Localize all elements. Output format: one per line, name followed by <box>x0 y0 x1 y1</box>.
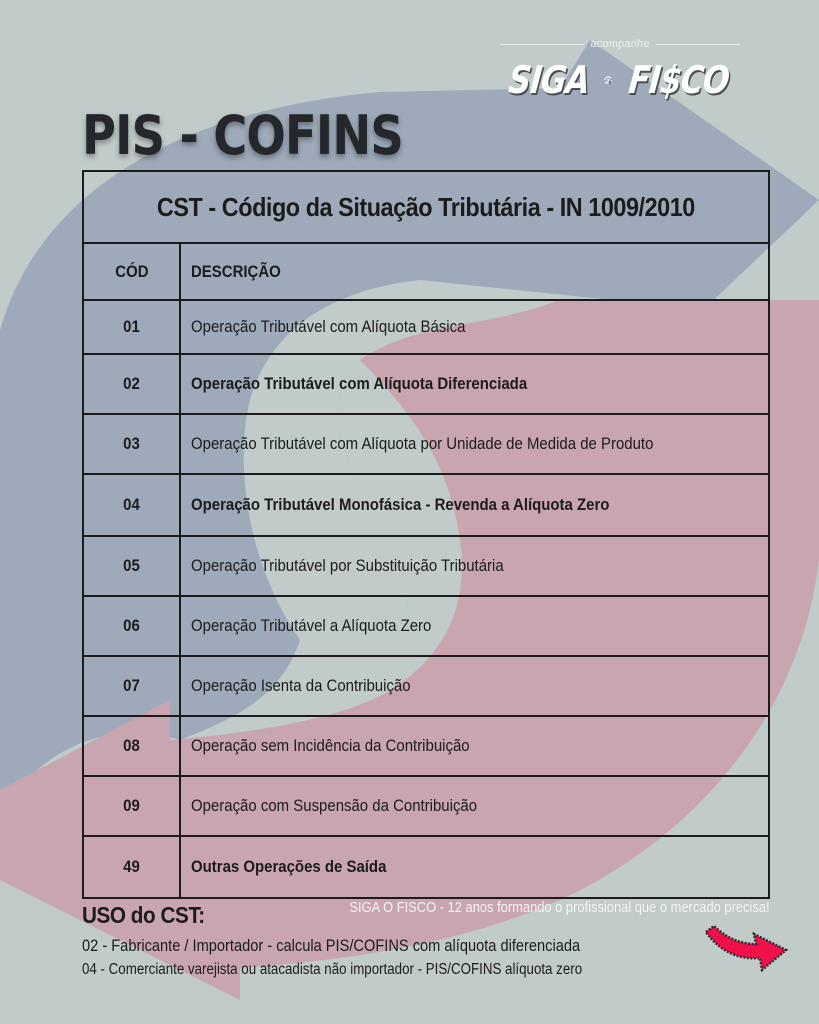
page-title: PIS - COFINS <box>82 104 403 167</box>
table-row <box>84 837 768 897</box>
table-row <box>84 475 768 537</box>
table-row <box>84 355 768 415</box>
row-code: 04 <box>84 475 181 535</box>
row-description: Operação com Suspensão da Contribuição <box>191 796 478 815</box>
row-description: Outras Operações de Saída <box>191 857 387 876</box>
cst-table <box>82 170 770 899</box>
table-row <box>84 717 768 777</box>
row-code: 49 <box>84 837 181 897</box>
logo-tagline-row <box>500 38 740 50</box>
row-code: 09 <box>84 777 181 835</box>
row-description: Operação sem Incidência da Contribuição <box>191 736 470 755</box>
row-code: 02 <box>84 355 181 413</box>
row-description: Operação Tributável com Alíquota Diferenciada <box>191 374 528 393</box>
row-description: Operação Tributável com Alíquota por Unidade de Medida de Produto <box>191 434 654 453</box>
table-row <box>84 301 768 355</box>
table-caption: CST - Código da Situação Tributária - IN 1009/2010 <box>84 172 768 244</box>
column-header-code: CÓD <box>84 244 181 299</box>
table-row <box>84 597 768 657</box>
row-code: 06 <box>84 597 181 655</box>
table-row <box>84 415 768 475</box>
row-description: Operação Tributável Monofásica - Revenda a Alíquota Zero <box>191 495 610 514</box>
uso-line: 02 - Fabricante / Importador - calcula PIS/COFINS com alíquota diferenciada <box>82 936 581 955</box>
siga-fisco-logo <box>500 38 740 102</box>
divider <box>500 44 584 45</box>
slogan: SIGA O FISCO - 12 anos formando o profissional que o mercado precisa! <box>349 899 770 916</box>
row-code: 08 <box>84 717 181 775</box>
uso-list <box>82 934 664 982</box>
uso-title: USO do CST: <box>82 902 205 928</box>
row-description: Operação Tributável por Substituição Tributária <box>191 556 504 575</box>
row-code: 05 <box>84 537 181 595</box>
divider <box>656 44 740 45</box>
curved-arrow-right-icon <box>700 924 790 974</box>
logo-tagline: acompanhe <box>590 38 650 50</box>
row-code: 03 <box>84 415 181 473</box>
uso-line: 04 - Comerciante varejista ou atacadista não importador - PIS/COFINS alíquota zero <box>82 961 583 978</box>
row-code: 07 <box>84 657 181 715</box>
table-header-row <box>84 244 768 301</box>
svg-text:$: $ <box>606 77 610 83</box>
dollar-cycle-icon <box>602 60 614 100</box>
logo-word-right: FI$CO <box>626 58 732 102</box>
row-code: 01 <box>84 301 181 353</box>
row-description: Operação Tributável a Alíquota Zero <box>191 616 432 635</box>
table-row <box>84 657 768 717</box>
table-row <box>84 777 768 837</box>
logo-wordmark <box>498 58 743 102</box>
column-header-description: DESCRIÇÃO <box>191 261 281 281</box>
row-description: Operação Isenta da Contribuição <box>191 676 411 695</box>
table-row <box>84 537 768 597</box>
row-description: Operação Tributável com Alíquota Básica <box>191 317 466 336</box>
logo-word-left: SIGA <box>506 58 592 102</box>
